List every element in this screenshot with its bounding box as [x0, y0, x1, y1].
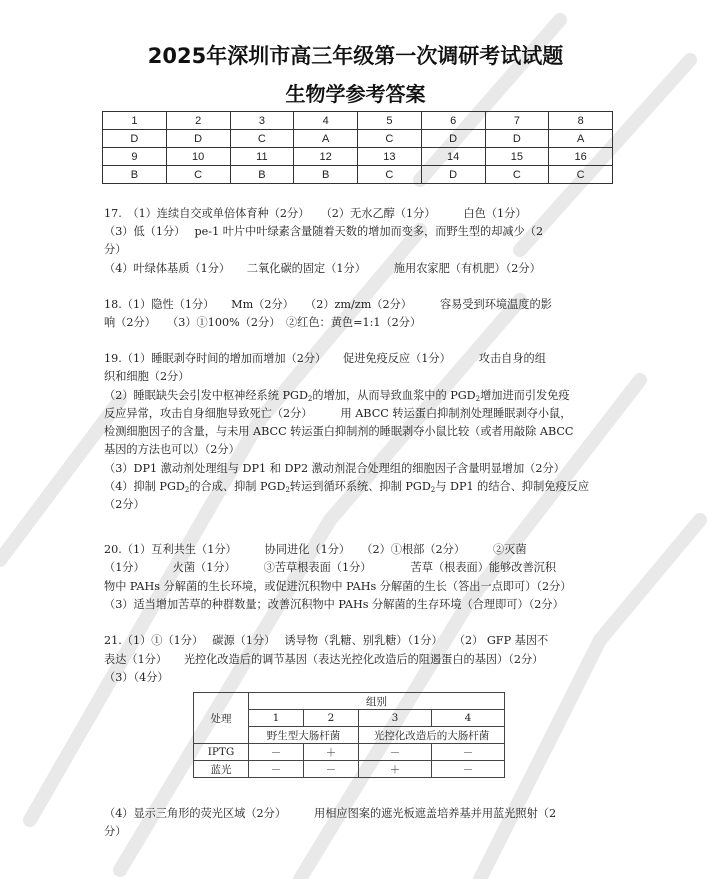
group-num: 3 [359, 710, 432, 727]
q18-line-2: 响（2分） （3）①100%（2分） ②红色：黄色=1:1（2分） [104, 316, 422, 329]
page-subtitle: 生物学参考答案 [285, 82, 426, 106]
modified-header: 光控化改造后的大肠杆菌 [359, 727, 505, 744]
q20-line-3: 物中 PAHs 分解菌的生长环境，或促进沉积物中 PAHs 分解菌的生长（答出一点即可）（2分） [104, 580, 572, 593]
answer-cell: B [103, 166, 167, 184]
table-row: 蓝光 － － ＋ － [194, 761, 505, 778]
q19-line-1: 19.（1）睡眠剥夺时间的增加而增加（2分） 促进免疫反应（1分） 攻击自身的组 [104, 352, 546, 365]
answer-cell: C [358, 130, 422, 148]
q20-line-2: （1分） 火菌（1分） ③苦草根表面（1分） 苦草（根表面）能够改善沉积 [104, 561, 557, 574]
answer-cell: C [166, 166, 230, 184]
q19-line-7: （3）DP1 激动剂处理组与 DP1 和 DP2 激动剂混合处理组的细胞因子含量明显增加（2分） [104, 462, 565, 475]
q19-line-6: 基因的方法也可以）（2分） [104, 443, 240, 456]
q19-line-8: （4）抑制 $PGD_2$的合成、抑制 $PGD_2$转运到循环系统、抑制 $PGD_2$与 DP1 的结合、抑制免疫反应 [104, 480, 590, 494]
page-title: 2025年深圳市高三年级第一次调研考试试题 [147, 44, 564, 68]
q20-line-4: （3）适当增加苦草的种群数量；改善沉积物中 PAHs 分解菌的生存环境（合理即可）（2分） [104, 598, 564, 611]
q19-line-9: （2分） [104, 498, 145, 511]
answer-cell: D [166, 130, 230, 148]
q19-line-3: （2）睡眠缺失会引发中枢神经系统 $PGD_2$的增加，从而导致血浆中的 $PGD_2$增加进而引发免疫 [104, 389, 570, 403]
answer-cell: D [485, 130, 549, 148]
question-number-cell: 3 [230, 112, 294, 130]
question-number-cell: 1 [103, 112, 167, 130]
answer-cell: B [294, 166, 358, 184]
group-num: 4 [432, 710, 505, 727]
wild-type-header: 野生型大肠杆菌 [249, 727, 359, 744]
question-number-cell: 11 [230, 148, 294, 166]
answer-cell: C [485, 166, 549, 184]
answer-cell: D [103, 130, 167, 148]
q19-line-2: 织和细胞（2分） [104, 370, 190, 383]
group-header: 组别 [249, 693, 505, 710]
answer-table [102, 111, 613, 184]
question-number-cell: 4 [294, 112, 358, 130]
question-number-row [103, 148, 613, 166]
question-number-cell: 13 [358, 148, 422, 166]
question-number-row [103, 112, 613, 130]
answer-cell: C [230, 130, 294, 148]
answer-cell: C [358, 166, 422, 184]
q19-line-5: 检测细胞因子的含量，与未用 ABCC 转运蛋白抑制剂的睡眠剥夺小鼠比较（或者用敲除 ABCC [104, 425, 574, 438]
treat-header: 处理 [194, 693, 249, 744]
answer-cell: D [421, 130, 485, 148]
q21-line-2: 表达（1分） 光控化改造后的调节基因（表达光控化改造后的阻遏蛋白的基因）（2分） [104, 653, 544, 666]
question-number-cell: 10 [166, 148, 230, 166]
q17-line-3: 分） [104, 243, 127, 256]
q20-line-1: 20.（1）互利共生（1分） 协同进化（1分） （2）①根部（2分） ②灭菌 [104, 543, 527, 556]
question-number-cell: 12 [294, 148, 358, 166]
question-number-cell: 2 [166, 112, 230, 130]
answer-cell: A [294, 130, 358, 148]
q21-line-3: （3）（4分） [104, 671, 169, 684]
answer-cell: B [230, 166, 294, 184]
q21-line-4: （4）显示三角形的荧光区域（2分） 用相应图案的遮光板遮盖培养基并用蓝光照射（2 [104, 807, 557, 820]
answer-row [103, 166, 613, 184]
q17-line-2: （3）低（1分） pe-1 叶片中叶绿素含量随着天数的增加而变多，而野生型的却减少（2 [104, 225, 544, 238]
q21-line-5: 分） [104, 825, 127, 838]
question-number-cell: 14 [421, 148, 485, 166]
answer-cell: C [549, 166, 613, 184]
question-number-cell: 9 [103, 148, 167, 166]
table-row: IPTG － ＋ － － [194, 744, 505, 761]
q21-line-1: 21.（1）①（1分） 碳源（1分） 诱导物（乳糖、别乳糖）（1分） （2） GFP 基因不 [104, 634, 549, 647]
group-table [193, 692, 505, 778]
question-number-cell: 5 [358, 112, 422, 130]
question-number-cell: 15 [485, 148, 549, 166]
question-number-cell: 6 [421, 112, 485, 130]
answer-row [103, 130, 613, 148]
group-num: 2 [304, 710, 359, 727]
q18-line-1: 18.（1）隐性（1分） Mm（2分） （2）zm/zm（2分） 容易受到环境温度的影 [104, 298, 552, 311]
answer-cell: D [421, 166, 485, 184]
q17-line-1: 17. （1）连续自交或单倍体育种（2分） （2）无水乙醇（1分） 白色（1分） [104, 207, 527, 220]
q17-line-4: （4）叶绿体基质（1分） 二氧化碳的固定（1分） 施用农家肥（有机肥）（2分） [104, 262, 541, 275]
question-number-cell: 7 [485, 112, 549, 130]
answer-cell: A [549, 130, 613, 148]
q19-line-4: 反应异常，攻击自身细胞导致死亡（2分） 用 ABCC 转运蛋白抑制剂处理睡眠剥夺小鼠， [104, 407, 572, 420]
question-number-cell: 8 [549, 112, 613, 130]
question-number-cell: 16 [549, 148, 613, 166]
group-num: 1 [249, 710, 304, 727]
